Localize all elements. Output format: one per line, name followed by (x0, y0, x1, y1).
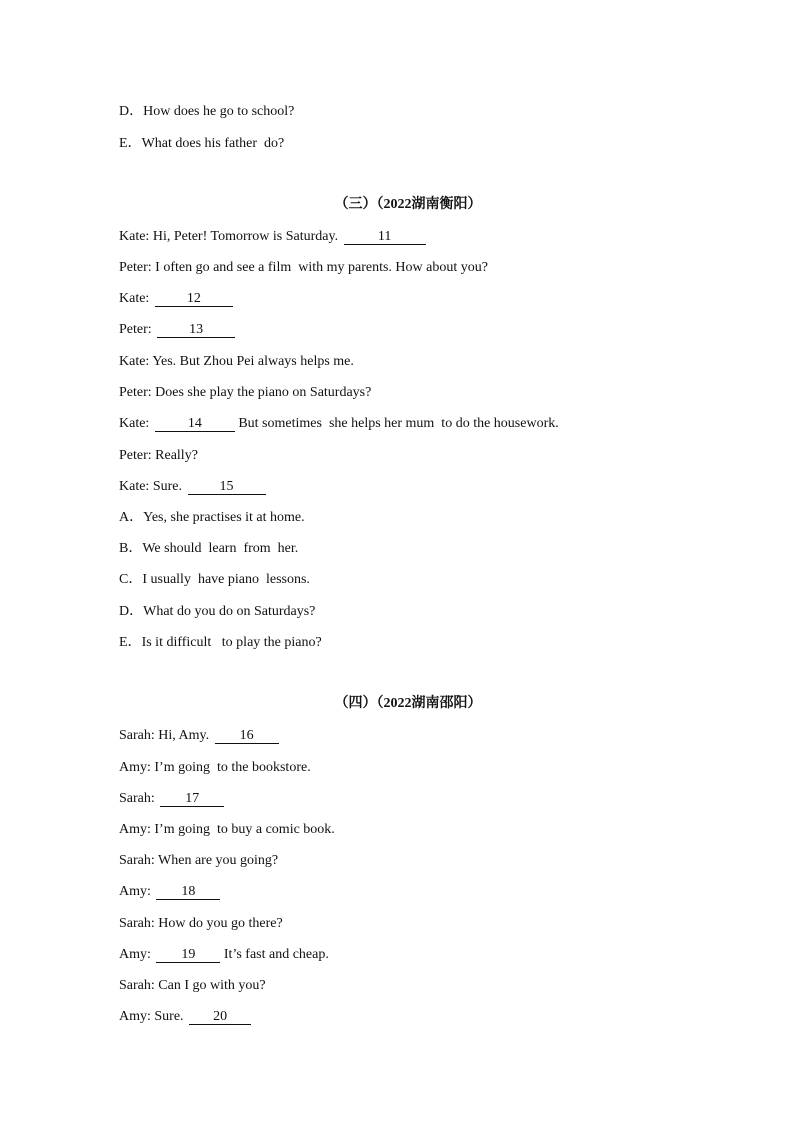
speaker: Amy: (119, 760, 151, 775)
answer-blank: 13 (157, 322, 235, 338)
section-title: （三）（2022湖南衡阳） (334, 197, 482, 212)
speaker: Kate: (119, 479, 150, 494)
option-text: Is it difficult to play the piano? (141, 635, 322, 650)
line-text: I’m going to buy a comic book. (154, 822, 335, 837)
answer-blank: 16 (215, 728, 279, 744)
line-text: Really? (155, 448, 198, 463)
speaker: Amy: (119, 947, 151, 962)
line-text: But sometimes she helps her mum to do the housework. (238, 416, 559, 431)
speaker: Kate: (119, 354, 150, 369)
option-line (119, 570, 310, 590)
option-letter: B． (119, 541, 143, 556)
option-line (119, 539, 298, 559)
line-text: Hi, Amy. (158, 728, 210, 743)
option-line (119, 508, 305, 528)
speaker: Sarah: (119, 853, 155, 868)
answer-blank: 18 (156, 884, 220, 900)
line-text: I’m going to the bookstore. (154, 760, 311, 775)
dialogue-line (119, 914, 283, 934)
speaker: Peter: (119, 448, 152, 463)
speaker: Sarah: (119, 978, 155, 993)
dialogue-line (119, 320, 235, 340)
line-text: Sure. (152, 479, 182, 494)
option-text: What do you do on Saturdays? (143, 604, 316, 619)
speaker: Sarah: (119, 916, 155, 931)
answer-blank: 19 (156, 947, 220, 963)
line-text: Does she play the piano on Saturdays? (155, 385, 372, 400)
speaker: Sarah: (119, 791, 155, 806)
dialogue-line (119, 820, 335, 840)
option-letter: E． (119, 136, 142, 151)
section-title: （四）（2022湖南邵阳） (334, 696, 482, 711)
dialogue-line (119, 352, 354, 372)
line-text: It’s fast and cheap. (223, 947, 329, 962)
speaker: Amy: (119, 884, 151, 899)
speaker: Sarah: (119, 728, 155, 743)
line-text: Yes. But Zhou Pei always helps me. (152, 354, 354, 369)
option-text: How does he go to school? (143, 104, 295, 119)
option-text: What does his father do? (141, 136, 285, 151)
dialogue-line (119, 789, 224, 809)
option-text: I usually have piano lessons. (142, 572, 310, 587)
dialogue-line (119, 976, 266, 996)
speaker: Kate: (119, 291, 150, 306)
dialogue-line (119, 477, 266, 497)
option-line (119, 134, 284, 154)
dialogue-line (119, 227, 426, 247)
option-line (119, 602, 315, 622)
option-letter: C． (119, 572, 143, 587)
dialogue-line (119, 1007, 251, 1027)
dialogue-line (119, 945, 329, 965)
speaker: Peter: (119, 322, 152, 337)
option-letter: A． (119, 510, 144, 525)
answer-blank: 15 (188, 479, 266, 495)
option-text: Yes, she practises it at home. (143, 510, 305, 525)
answer-blank: 12 (155, 291, 233, 307)
dialogue-line (119, 258, 488, 278)
dialogue-line (119, 882, 220, 902)
answer-blank: 14 (155, 416, 235, 432)
dialogue-line (119, 414, 559, 434)
option-letter: E． (119, 635, 142, 650)
line-text: Can I go with you? (158, 978, 266, 993)
speaker: Kate: (119, 416, 150, 431)
speaker: Amy: (119, 822, 151, 837)
option-letter: D． (119, 604, 144, 619)
answer-blank: 20 (189, 1009, 251, 1025)
line-text: Sure. (154, 1009, 184, 1024)
dialogue-line (119, 726, 279, 746)
option-text: We should learn from her. (142, 541, 299, 556)
line-text: I often go and see a film with my parents. How about you? (155, 260, 488, 275)
option-line (119, 633, 322, 653)
line-text: Hi, Peter! Tomorrow is Saturday. (152, 229, 339, 244)
speaker: Peter: (119, 260, 152, 275)
dialogue-line (119, 383, 371, 403)
option-line (119, 102, 294, 122)
line-text: When are you going? (158, 853, 279, 868)
dialogue-line (119, 851, 278, 871)
dialogue-line (119, 446, 198, 466)
speaker: Amy: (119, 1009, 151, 1024)
option-letter: D． (119, 104, 144, 119)
answer-blank: 17 (160, 791, 224, 807)
speaker: Kate: (119, 229, 150, 244)
dialogue-line (119, 289, 233, 309)
answer-blank: 11 (344, 229, 426, 245)
speaker: Peter: (119, 385, 152, 400)
dialogue-line (119, 758, 311, 778)
line-text: How do you go there? (158, 916, 283, 931)
